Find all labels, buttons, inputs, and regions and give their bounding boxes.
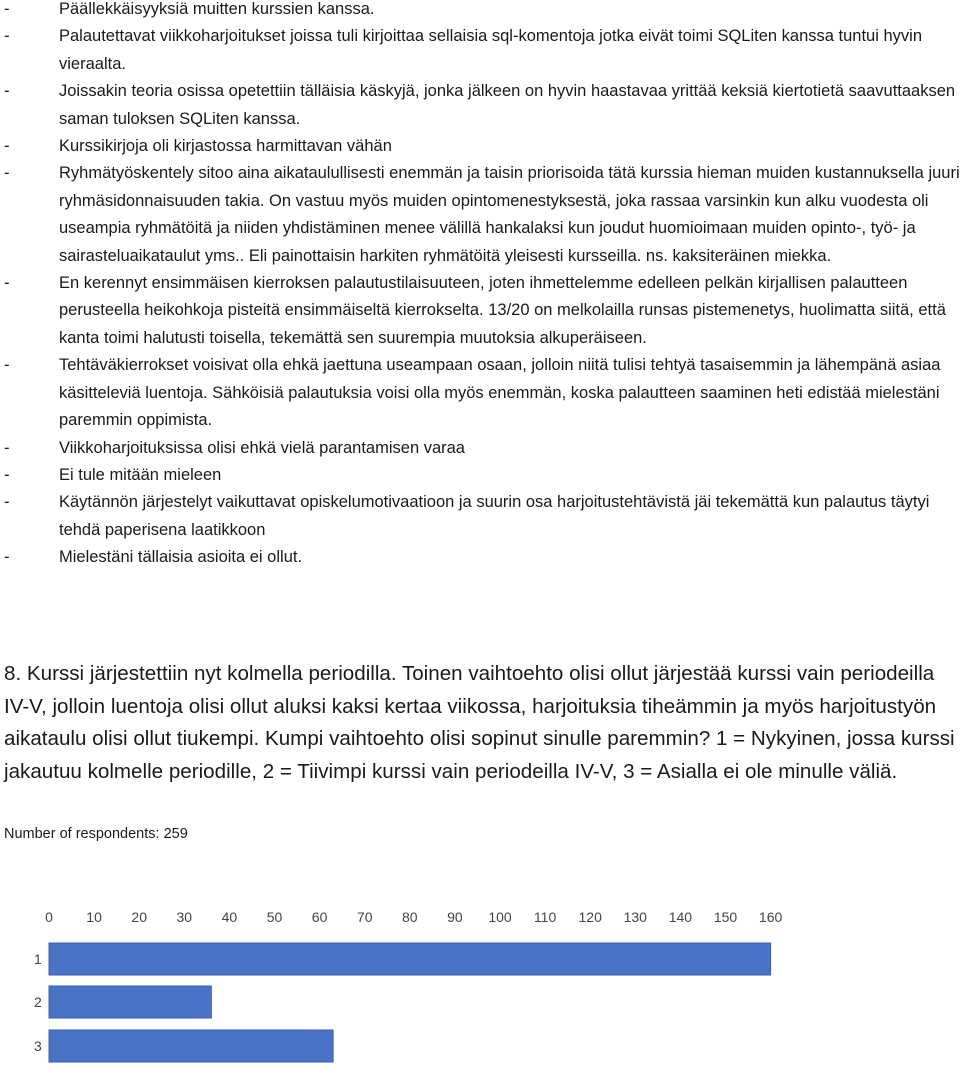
x-tick-label: 80 bbox=[402, 909, 418, 925]
bullet-dash: - bbox=[4, 164, 10, 183]
list-item bbox=[4, 352, 960, 434]
list-item bbox=[4, 133, 960, 160]
category-label: 2 bbox=[34, 994, 42, 1010]
bullet-text: Mielestäni tällaisia asioita ei ollut. bbox=[59, 548, 303, 567]
bullet-text: Tehtäväkierrokset voisivat olla ehkä jaettuna useampaan osaan, jolloin niitä tulisi tehtyä tasaisemmin ja lähempänä asiaa käsitteleviä luentoja. Sähköisiä palautuksia voisi olla myös enemmän, koska palautteen saaminen heti edistää mielestäni paremmin oppimista. bbox=[59, 356, 941, 430]
list-item bbox=[4, 78, 960, 133]
bullet-text: Palautettavat viikkoharjoitukset joissa tuli kirjoittaa sellaisia sql-komentoja jotka eivät toimi SQLiten kanssa tuntui hyvin vieraalta. bbox=[59, 27, 922, 73]
bullet-text: Viikkoharjoituksissa olisi ehkä vielä parantamisen varaa bbox=[59, 438, 465, 457]
x-tick-label: 40 bbox=[221, 909, 238, 925]
x-tick-label: 70 bbox=[356, 909, 373, 925]
respondent-count: Number of respondents: 259 bbox=[4, 826, 188, 842]
bullet-text: En kerennyt ensimmäisen kierroksen palautustilaisuuteen, joten ihmettelemme edelleen pelkän kirjallisen palautteen perusteella heikohkoja pisteitä ensimmäiseltä kierrokselta. 13/20 on melkolailla runsas pistemenetys, huolimatta siitä, että kanta toimi halutusti toisella, tekemättä sen suurempia muutoksia alkuperäiseen. bbox=[59, 274, 946, 347]
x-tick-label: 50 bbox=[266, 909, 283, 925]
x-tick-label: 130 bbox=[623, 909, 647, 925]
question-8: 8. Kurssi järjestettiin nyt kolmella periodilla. Toinen vaihtoehto olisi ollut järjestää kurssi vain periodeilla IV-V, jolloin luentoja olisi ollut aluksi kaksi kertaa viikossa, harjoituksia tiheämmin ja myös harjoitustyön aikataulu olisi ollut tiukempi. Kumpi vaihtoehto olisi sopinut sinulle paremmin? 1 = Nykyinen, jossa kurssi jakautuu kolmelle periodille, 2 = Tiivimpi kurssi vain periodeilla IV-V, 3 = Asialla ei ole minulle väliä. bbox=[4, 662, 955, 783]
bar-3 bbox=[49, 1030, 333, 1062]
bullet-text: Ei tule mitään mieleen bbox=[59, 465, 222, 484]
bullet-text: Päällekkäisyyksiä muitten kurssien kanssa. bbox=[59, 0, 375, 18]
list-item bbox=[4, 23, 960, 78]
x-tick-label: 140 bbox=[668, 909, 693, 925]
bullet-text: Käytännön järjestelyt vaikuttavat opiskelumotivaatioon ja suurin osa harjoitustehtävistä jäi tekemättä kun palautus täytyi tehdä paperisena laatikkoon bbox=[59, 493, 930, 539]
bullet-dash: - bbox=[4, 27, 10, 46]
x-tick-label: 160 bbox=[758, 909, 783, 925]
x-tick-label: 90 bbox=[447, 909, 463, 925]
category-label: 1 bbox=[34, 951, 42, 967]
x-tick-label: 60 bbox=[311, 909, 328, 925]
x-tick-label: 30 bbox=[176, 909, 193, 925]
category-label: 3 bbox=[34, 1038, 42, 1054]
list-item bbox=[4, 462, 960, 489]
bullet-dash: - bbox=[4, 438, 10, 457]
bullet-dash: - bbox=[4, 356, 10, 375]
x-tick-label: 0 bbox=[45, 909, 53, 925]
bullet-dash: - bbox=[4, 493, 10, 512]
bullet-text: Ryhmätyöskentely sitoo aina aikataulullisesti enemmän ja taisin priorisoida tätä kurssia hieman muiden kustannuksella juuri ryhmäsidonnaisuuden takia. On vastuu myös muiden opintomenestyksestä, joka rassaa varsinkin kun alku vuodesta oli useampia ryhmätöitä ja niiden yhdistäminen menee välillä hankalaksi kun joudut huomioimaan muiden opinto-, työ- ja sairasteluaikataulut yms.. Eli painottaisin harkiten ryhmätöitä yleisesti kursseilla. ns. kaksiteräinen miekka. bbox=[59, 164, 960, 265]
x-tick-label: 100 bbox=[488, 909, 512, 925]
x-tick-label: 120 bbox=[578, 909, 602, 925]
x-tick-label: 10 bbox=[86, 909, 102, 925]
feedback-list bbox=[4, 0, 960, 572]
list-item bbox=[4, 435, 960, 462]
bullet-dash: - bbox=[4, 137, 10, 156]
bullet-dash: - bbox=[4, 82, 10, 101]
list-item bbox=[4, 489, 960, 544]
bar-chart bbox=[0, 900, 960, 1076]
bullet-dash: - bbox=[4, 274, 10, 293]
bullet-dash: - bbox=[4, 0, 10, 18]
bullet-dash: - bbox=[4, 548, 10, 567]
bullet-dash: - bbox=[4, 465, 10, 484]
list-item bbox=[4, 544, 960, 571]
list-item bbox=[4, 160, 960, 270]
list-item bbox=[4, 270, 960, 352]
bullet-text: Joissakin teoria osissa opetettiin tälläisia käskyjä, jonka jälkeen on hyvin haastavaa yrittää keksiä kiertotietä saavuttaaksen saman tuloksen SQLiten kanssa. bbox=[59, 82, 956, 128]
x-tick-label: 150 bbox=[713, 909, 738, 925]
list-item bbox=[4, 0, 960, 23]
x-tick-label: 20 bbox=[131, 909, 147, 925]
bar-1 bbox=[49, 943, 771, 975]
bar-2 bbox=[49, 986, 211, 1018]
bullet-text: Kurssikirjoja oli kirjastossa harmittavan vähän bbox=[59, 137, 392, 156]
x-tick-label: 110 bbox=[533, 909, 557, 925]
